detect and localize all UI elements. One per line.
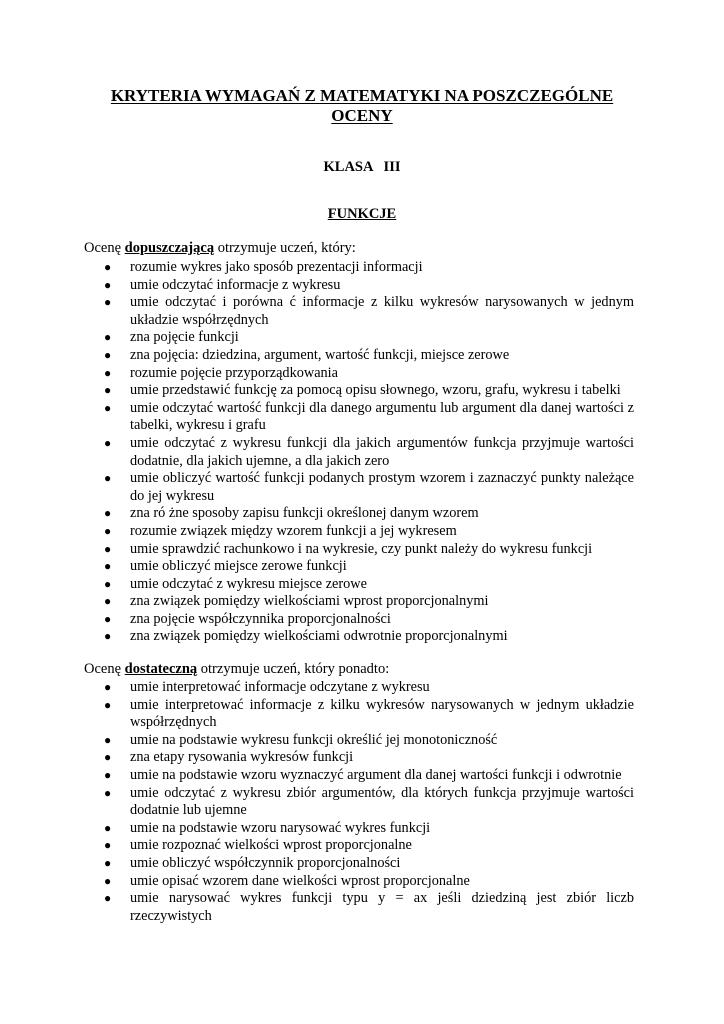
grade-name: dopuszczającą [124, 240, 215, 256]
bullet-icon: ● [104, 523, 112, 538]
list-item-text: umie narysować wykres funkcji typu y = ax jeśli dziedziną jest zbiór liczb rzeczywistych [130, 890, 634, 924]
list-item-text: umie odczytać wartość funkcji dla danego argumentu lub argument dla danej wartości z tabelki, wykresu i grafu [130, 399, 634, 434]
list-item-text: umie obliczyć współczynnik proporcjonalności [130, 854, 401, 871]
list-item-text: zna związek pomiędzy wielkościami wprost proporcjonalnymi [130, 593, 489, 610]
list-item [104, 576, 634, 594]
list-item-text: umie na podstawie wzoru wyznaczyć argument dla danej wartości funkcji i odwrotnie [130, 766, 622, 783]
list-item [104, 593, 634, 611]
list-item [104, 347, 634, 365]
list-item-text: umie sprawdzić rachunkowo i na wykresie, czy punkt należy do wykresu funkcji [130, 540, 593, 557]
list-item-text: rozumie związek między wzorem funkcji a jej wykresem [130, 522, 457, 539]
list-item [104, 837, 634, 855]
list-item-text: rozumie wykres jako sposób prezentacji informacji [130, 259, 423, 275]
intro-suffix: otrzymuje uczeń, który ponadto: [197, 661, 390, 677]
list-item-text: zna pojęcie funkcji [130, 329, 239, 346]
list-item [104, 435, 634, 470]
list-item [104, 294, 634, 329]
bullet-icon: ● [104, 697, 112, 712]
list-item [104, 329, 634, 347]
list-item [104, 541, 634, 559]
list-item [104, 749, 634, 767]
bullet-icon: ● [104, 732, 112, 747]
requirements-list-dostateczna [104, 679, 634, 925]
bullet-icon: ● [104, 330, 112, 345]
bullet-icon: ● [104, 471, 112, 486]
list-item-text: zna ró żne sposoby zapisu funkcji określonej danym wzorem [130, 505, 479, 522]
list-item [104, 382, 634, 400]
bullet-icon: ● [104, 873, 112, 888]
list-item [104, 785, 634, 820]
list-item [104, 679, 634, 697]
bullet-icon: ● [104, 750, 112, 765]
bullet-icon: ● [104, 891, 112, 906]
bullet-icon: ● [104, 594, 112, 609]
list-item-text: umie odczytać z wykresu miejsce zerowe [130, 575, 367, 592]
list-item-text: umie odczytać z wykresu funkcji dla jakich argumentów funkcja przyjmuje wartości dodatnie, dla jakich ujemne, a dla jakich zero [130, 434, 634, 469]
list-item [104, 470, 634, 505]
list-item-text: umie rozpoznać wielkości wprost proporcjonalne [130, 837, 412, 854]
bullet-icon: ● [104, 838, 112, 853]
list-item [104, 558, 634, 576]
list-item [104, 611, 634, 629]
bullet-icon: ● [104, 347, 112, 362]
list-item-text: umie obliczyć wartość funkcji podanych prostym wzorem i zaznaczyć punkty należące do jej wykresu [130, 470, 634, 504]
bullet-icon: ● [104, 506, 112, 521]
list-item-text: zna związek pomiędzy wielkościami odwrotnie proporcjonalnymi [130, 628, 508, 645]
class-heading: KLASA III [323, 159, 401, 175]
bullet-icon: ● [104, 611, 112, 626]
bullet-icon: ● [104, 400, 112, 415]
grade-intro-dopuszczajaca [84, 240, 644, 257]
list-item [104, 505, 634, 523]
bullet-icon: ● [104, 541, 112, 556]
list-item-text: umie na podstawie wykresu funkcji określić jej monotoniczność [130, 731, 498, 748]
list-item [104, 259, 634, 277]
bullet-icon: ● [104, 383, 112, 398]
bullet-icon: ● [104, 559, 112, 574]
list-item [104, 628, 634, 646]
list-item-text: umie interpretować informacje odczytane z wykresu [130, 679, 430, 695]
bullet-icon: ● [104, 820, 112, 835]
list-item [104, 855, 634, 873]
list-item-text: umie odczytać informacje z wykresu [130, 276, 341, 293]
list-item-text: umie interpretować informacje z kilku wykresów narysowanych w jednym układzie współrzędnych [130, 696, 634, 731]
list-item-text: umie odczytać z wykresu zbiór argumentów, dla których funkcja przyjmuje wartości dodatnie lub ujemne [130, 784, 634, 819]
list-item-text: zna etapy rysowania wykresów funkcji [130, 749, 354, 766]
bullet-icon: ● [104, 277, 112, 292]
list-item [104, 732, 634, 750]
bullet-icon: ● [104, 785, 112, 800]
bullet-icon: ● [104, 680, 112, 694]
bullet-icon: ● [104, 295, 112, 310]
list-item [104, 400, 634, 435]
intro-suffix: otrzymuje uczeń, który: [214, 240, 356, 256]
bullet-icon: ● [104, 855, 112, 870]
bullet-icon: ● [104, 767, 112, 782]
list-item-text: umie przedstawić funkcję za pomocą opisu słownego, wzoru, grafu, wykresu i tabelki [130, 382, 621, 399]
bullet-icon: ● [104, 435, 112, 450]
list-item-text: zna pojęcie współczynnika proporcjonalności [130, 610, 391, 627]
grade-intro-dostateczna [84, 661, 644, 678]
requirements-list-dopuszczajaca [104, 259, 634, 646]
intro-prefix: Ocenę [84, 240, 125, 256]
list-item-text: umie opisać wzorem dane wielkości wprost proporcjonalne [130, 872, 470, 889]
list-item-text: umie obliczyć miejsce zerowe funkcji [130, 558, 347, 575]
bullet-icon: ● [104, 365, 112, 380]
bullet-icon: ● [104, 629, 112, 644]
list-item [104, 767, 634, 785]
bullet-icon: ● [104, 576, 112, 591]
grade-name: dostateczną [124, 661, 198, 677]
section-heading: FUNKCJE [327, 206, 397, 222]
document-title: KRYTERIA WYMAGAŃ Z MATEMATYKI NA POSZCZEGÓLNE OCENY [110, 86, 614, 125]
list-item-text: umie na podstawie wzoru narysować wykres funkcji [130, 819, 431, 836]
list-item [104, 523, 634, 541]
list-item [104, 820, 634, 838]
list-item-text: umie odczytać i porówna ć informacje z kilku wykresów narysowanych w jednym układzie współrzędnych [130, 294, 634, 328]
list-item [104, 873, 634, 891]
list-item [104, 697, 634, 732]
intro-prefix: Ocenę [84, 661, 125, 677]
bullet-icon: ● [104, 260, 112, 274]
list-item [104, 277, 634, 295]
list-item [104, 890, 634, 925]
list-item-text: zna pojęcia: dziedzina, argument, wartość funkcji, miejsce zerowe [130, 346, 510, 363]
list-item [104, 365, 634, 383]
list-item-text: rozumie pojęcie przyporządkowania [130, 364, 339, 381]
